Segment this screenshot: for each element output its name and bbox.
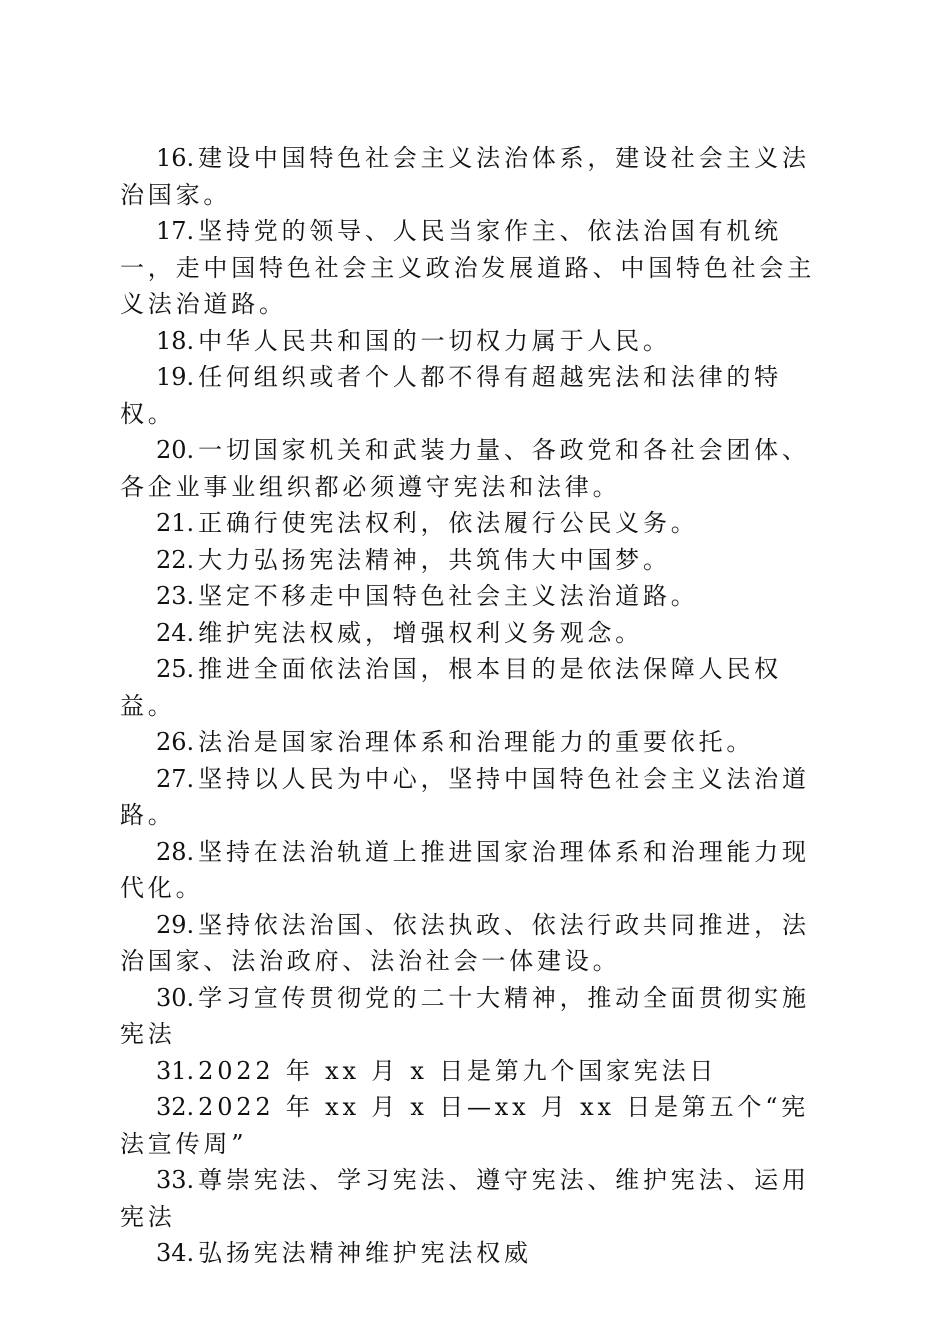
item-text: 中华人民共和国的一切权力属于人民。 [198, 326, 671, 355]
list-item [120, 578, 830, 615]
item-number: 26. [156, 728, 195, 756]
list-item [120, 323, 830, 360]
item-number: 22. [156, 545, 195, 574]
item-text: 2022 年 xx 月 x 日是第九个国家宪法日 [198, 1056, 718, 1085]
list-item [120, 1089, 830, 1162]
list-item [120, 542, 830, 579]
item-text: 弘扬宪法精神维护宪法权威 [198, 1239, 532, 1267]
item-number: 33. [156, 1166, 195, 1194]
item-number: 21. [156, 509, 195, 537]
item-number: 18. [156, 326, 195, 355]
item-number: 29. [156, 910, 195, 939]
item-number: 28. [156, 837, 195, 866]
item-text: 正确行使宪法权利，依法履行公民义务。 [198, 509, 699, 537]
item-text: 一切国家机关和武装力量、各政党和各社会团体、各企业事业组织都必须遵守宪法和法律。 [120, 436, 810, 501]
item-number: 34. [156, 1239, 195, 1267]
item-number: 24. [156, 618, 195, 647]
item-text: 学习宣传贯彻党的二十大精神，推动全面贯彻实施宪法 [120, 983, 810, 1048]
item-text: 坚持以人民为中心，坚持中国特色社会主义法治道路。 [120, 764, 810, 829]
item-text: 维护宪法权威，增强权利义务观念。 [198, 618, 643, 647]
list-item [120, 140, 830, 213]
item-text: 坚持依法治国、依法执政、依法行政共同推进，法治国家、法治政府、法治社会一体建设。 [120, 910, 810, 975]
item-number: 31. [156, 1056, 195, 1085]
item-number: 20. [156, 436, 195, 464]
item-text: 坚定不移走中国特色社会主义法治道路。 [198, 582, 699, 610]
item-number: 27. [156, 764, 195, 793]
list-item [120, 907, 830, 980]
item-text: 尊崇宪法、学习宪法、遵守宪法、维护宪法、运用宪法 [120, 1166, 810, 1231]
item-text: 推进全面依法治国，根本目的是依法保障人民权益。 [120, 655, 782, 720]
list-item [120, 505, 830, 542]
item-text: 坚持党的领导、人民当家作主、依法治国有机统一，走中国特色社会主义政治发展道路、中国特色社会主义法治道路。 [120, 217, 815, 318]
list-item [120, 1053, 830, 1090]
item-text: 建设中国特色社会主义法治体系，建设社会主义法治国家。 [120, 144, 810, 209]
list-item [120, 359, 830, 432]
document-body [120, 140, 830, 1272]
list-item [120, 213, 830, 323]
item-text: 坚持在法治轨道上推进国家治理体系和治理能力现代化。 [120, 837, 810, 902]
list-item [120, 761, 830, 834]
list-item [120, 724, 830, 761]
item-text: 2022 年 xx 月 x 日—xx 月 xx 日是第五个“宪法宣传周” [120, 1093, 810, 1158]
list-item [120, 1162, 830, 1235]
item-text: 任何组织或者个人都不得有超越宪法和法律的特权。 [120, 363, 782, 428]
item-number: 32. [156, 1093, 195, 1121]
list-item [120, 980, 830, 1053]
item-number: 25. [156, 655, 195, 683]
item-number: 19. [156, 363, 195, 391]
item-number: 16. [156, 144, 195, 172]
item-number: 30. [156, 983, 195, 1012]
list-item [120, 651, 830, 724]
list-item [120, 615, 830, 652]
item-number: 17. [156, 217, 195, 245]
item-number: 23. [156, 582, 195, 610]
item-text: 大力弘扬宪法精神，共筑伟大中国梦。 [198, 545, 671, 574]
item-text: 法治是国家治理体系和治理能力的重要依托。 [198, 728, 755, 756]
list-item [120, 834, 830, 907]
list-item [120, 432, 830, 505]
list-item [120, 1235, 830, 1272]
